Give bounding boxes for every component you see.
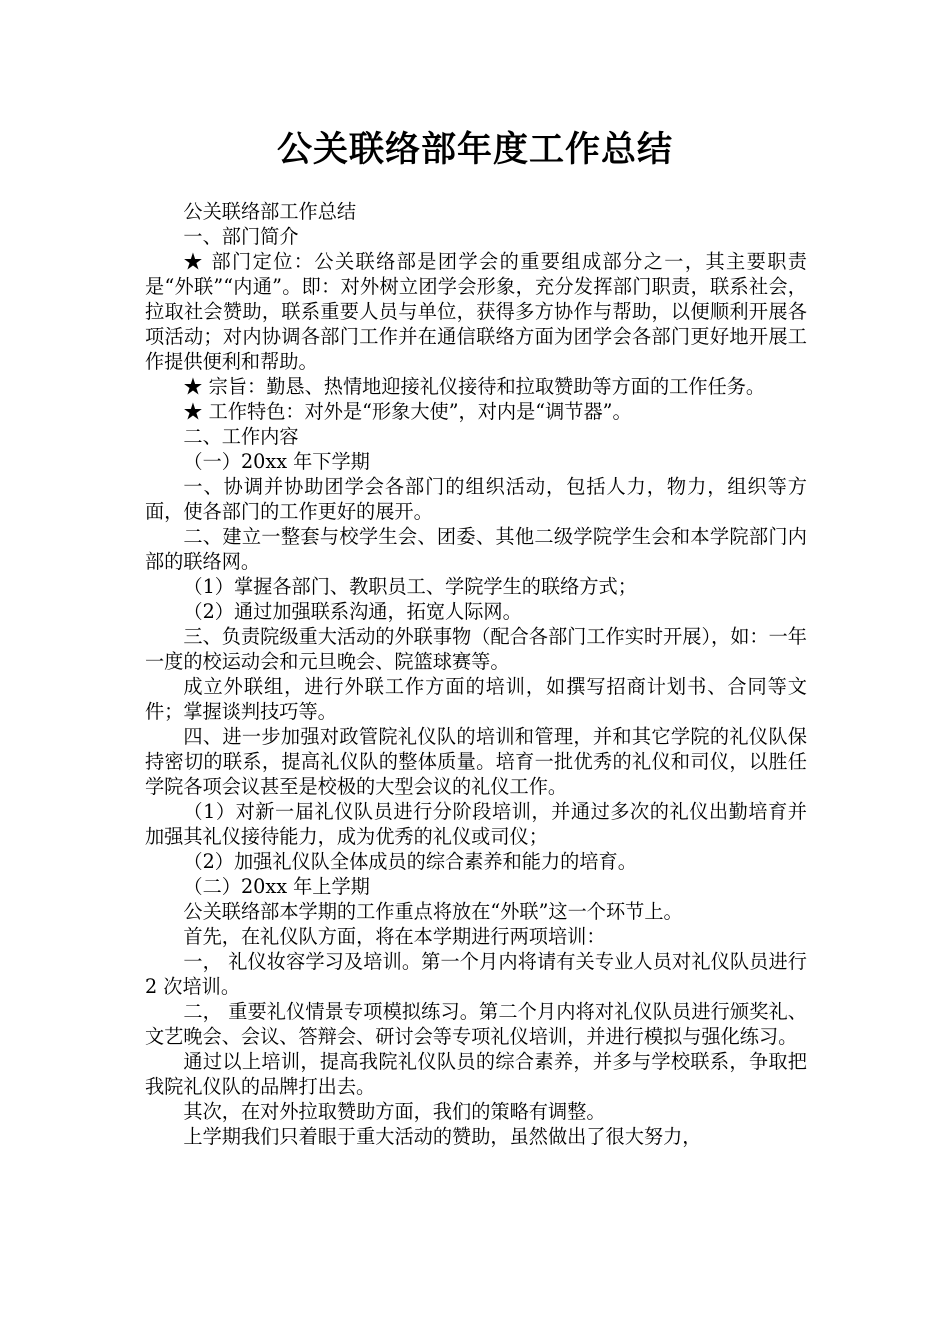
paragraph-focus: 公关联络部本学期的工作重点将放在“外联”这一个环节上。 (183, 900, 683, 923)
paragraph-subitem-2-1: （1）掌握各部门、教职员工、学院学生的联络方式； (183, 575, 637, 598)
subsection-heading-lower-term: （一）20xx 年下学期 (183, 450, 370, 473)
paragraph-item-2: 二、建立一整套与校学生会、团委、其他二级学院学生会和本学院部门内部的联络网。 (145, 525, 807, 573)
subsection-heading-upper-term: （二）20xx 年上学期 (183, 875, 370, 898)
paragraph-training-2: 二， 重要礼仪情景专项模拟练习。第二个月内将对礼仪队员进行颁奖礼、文艺晚会、会议、答辩会、研讨会等专项礼仪培训，并进行模拟与强化练习。 (145, 1000, 807, 1048)
paragraph-training-1: 一， 礼仪妆容学习及培训。第一个月内将请有关专业人员对礼仪队员进行 2 次培训。 (145, 950, 807, 998)
paragraph-first: 首先，在礼仪队方面，将在本学期进行两项培训： (183, 925, 606, 948)
paragraph-subitem-4-1: （1）对新一届礼仪队员进行分阶段培训，并通过多次的礼仪出勤培育并加强其礼仪接待能力，成为优秀的礼仪或司仪； (145, 800, 807, 848)
paragraph-last-term: 上学期我们只着眼于重大活动的赞助，虽然做出了很大努力， (183, 1125, 702, 1148)
paragraph-feature: ★ 工作特色：对外是“形象大使”，对内是“调节器”。 (183, 400, 632, 423)
paragraph-second: 其次，在对外拉取赞助方面，我们的策略有调整。 (183, 1100, 606, 1123)
document-body (145, 199, 807, 1149)
document-title: 公关联络部年度工作总结 (276, 130, 673, 170)
paragraph-item-1: 一、协调并协助团学会各部门的组织活动，包括人力，物力，组织等方面，使各部门的工作更好的展开。 (145, 475, 807, 523)
section-heading-work: 二、工作内容 (183, 425, 299, 448)
paragraph-subitem-4-2: （2）加强礼仪队全体成员的综合素养和能力的培育。 (183, 850, 637, 873)
paragraph-item-3: 三、负责院级重大活动的外联事物（配合各部门工作实时开展），如：一年一度的校运动会和元旦晚会、院篮球赛等。 (145, 625, 807, 673)
paragraph-training-result: 通过以上培训，提高我院礼仪队员的综合素养，并多与学校联系，争取把我院礼仪队的品牌打出去。 (145, 1050, 807, 1098)
paragraph-subtitle: 公关联络部工作总结 (183, 200, 357, 223)
paragraph-subitem-2-2: （2）通过加强联系沟通，拓宽人际网。 (183, 600, 522, 623)
paragraph-purpose: ★ 宗旨：勤恳、热情地迎接礼仪接待和拉取赞助等方面的工作任务。 (183, 375, 766, 398)
paragraph-positioning: ★ 部门定位：公关联络部是团学会的重要组成部分之一，其主要职责是“外联”“内通”。即：对外树立团学会形象，充分发挥部门职责，联系社会，拉取社会赞助，联系重要人员与单位，获得多方协作与帮助，以便顺利开展各项活动；对内协调各部门工作并在通信联络方面为团学会各部门更好地开展工作提供便利和帮助。 (145, 250, 807, 373)
paragraph-outreach-team: 成立外联组，进行外联工作方面的培训，如撰写招商计划书、合同等文件；掌握谈判技巧等。 (145, 675, 807, 723)
paragraph-item-4: 四、进一步加强对政管院礼仪队的培训和管理，并和其它学院的礼仪队保持密切的联系，提高礼仪队的整体质量。培育一批优秀的礼仪和司仪，以胜任学院各项会议甚至是校极的大型会议的礼仪工作。 (145, 725, 807, 798)
section-heading-intro: 一、部门简介 (183, 225, 299, 248)
